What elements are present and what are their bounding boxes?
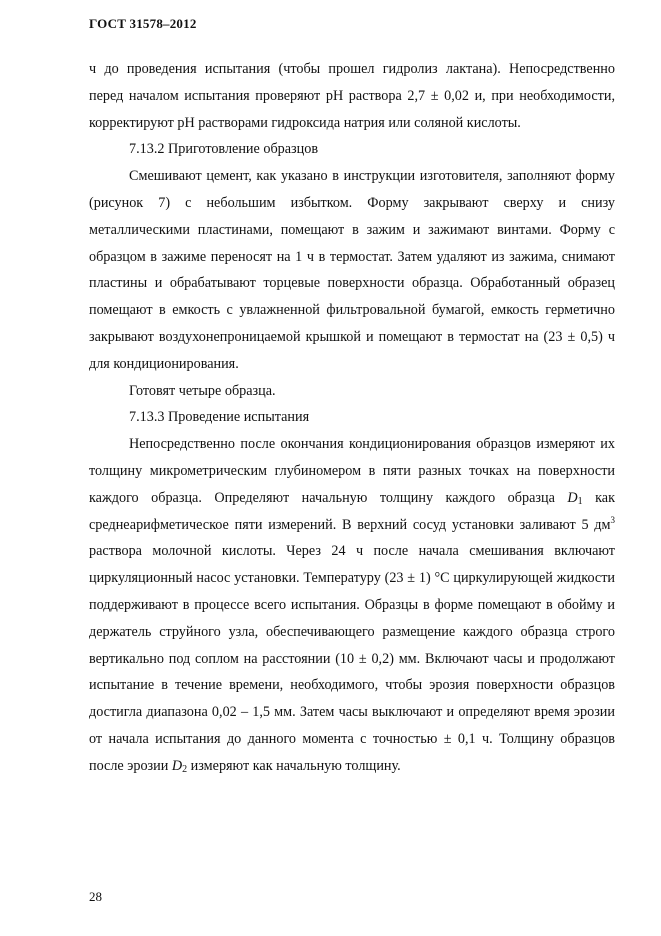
paragraph-sample-count: Готовят четыре образца. — [129, 382, 276, 399]
superscript-3: 3 — [610, 514, 615, 525]
text-fragment: измеряют как начальную толщину. — [187, 757, 401, 774]
symbol-d: D — [567, 489, 578, 506]
subscript-1: 1 — [577, 495, 583, 507]
paragraph-sample-preparation: Смешивают цемент, как указано в инструкции изготовителя, заполняют форму (рисунок 7) с небольшим избытком. Форму закрывают сверху и снизу металлическими пластинами, помещают в зажим и зажимают винтами. Форму с образцом в зажиме переносят на 1 ч в термостат. Затем удаляют из зажима, снимают пластины и обрабатывают торцевые поверхности образца. Обработанный образец помещают в емкость с увлажненной фильтровальной бумагой, емкость герметично закрывают воздухонепроницаемой крышкой и помещают в термостат на (23 ± 0,5) ч для кондиционирования. — [89, 168, 615, 372]
paragraph-continuation: ч до проведения испытания (чтобы прошел гидролиз лактана). Непосредственно перед началом испытания проверяют pH раствора 2,7 ± 0,02 и, при необходимости, корректируют pH растворами гидроксида натрия или соляной кислоты. — [89, 61, 615, 131]
text-fragment: раствора молочной кислоты. Через 24 ч после начала смешивания включают циркуляционный насос установки. Температуру (23 ± 1) °С циркулирующей жидкости поддерживают в процессе всего испытания. Образцы в форме помещают в обойму и держатель струйного узла, обеспечивающего размещение каждого образца строго вертикально под соплом на расстоянии (10 ± 0,2) мм. Включают часы и продолжают испытание в течение времени, необходимого, чтобы эрозия поверхности образцов достигла диапазона 0,02 – 1,5 мм. Затем часы выключают и определяют время эрозии от начала испытания до данного момента с точностью ± 0,1 ч. Толщину образцов после эрозии — [89, 543, 615, 774]
section-heading-7-13-3: 7.13.3 Проведение испытания — [129, 409, 310, 426]
document-body — [89, 56, 615, 780]
text-fragment: Непосредственно после окончания кондиционирования образцов измеряют их толщину микрометрическим глубиномером в пяти разных точках на поверхности каждого образца. Определяют начальную толщину каждого образца — [89, 436, 615, 506]
paragraph-test-procedure — [89, 431, 615, 779]
page-number: 28 — [89, 889, 102, 904]
symbol-d: D — [171, 757, 183, 774]
section-heading-7-13-2: 7.13.2 Приготовление образцов — [129, 141, 319, 158]
text-fragment: как среднеарифметическое пяти измерений. В верхний сосуд установки заливают 5 дм — [89, 489, 616, 533]
document-header: ГОСТ 31578–2012 — [89, 16, 197, 31]
subscript-2: 2 — [182, 763, 188, 775]
